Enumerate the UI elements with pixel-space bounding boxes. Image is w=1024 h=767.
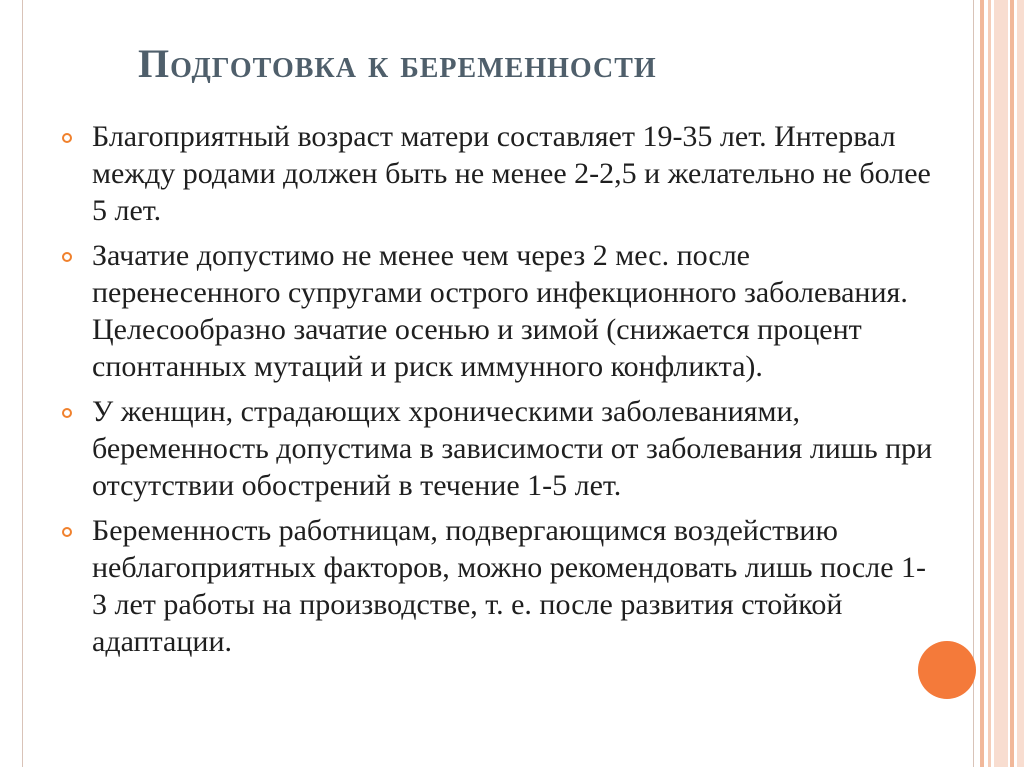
bullet-text: Благоприятный возраст матери составляет 19-35 лет. Интервал между родами должен быть не менее 2-2,5 и желательно не более 5 лет.: [92, 120, 931, 227]
decorative-stripe: [988, 0, 991, 767]
decorative-stripe: [994, 0, 1008, 767]
bullet-text: Зачатие допустимо не менее чем через 2 мес. после перенесенного супругами острого инфекционного заболевания. Целесообразно зачатие осенью и зимой (снижается процент спонтанных мутаций и риск иммунного конфликта).: [92, 239, 908, 383]
ring-bullet-icon: [62, 527, 72, 537]
bullet-text: У женщин, страдающих хроническими заболеваниями, беременность допустима в зависимости от заболевания лишь при отсутствии обострений в течение 1-5 лет.: [92, 395, 933, 502]
bullet-item: [60, 237, 940, 385]
decorative-stripe: [980, 0, 984, 767]
bullet-item: [60, 118, 940, 229]
decorative-stripe: [1017, 0, 1024, 767]
bullet-text: Беременность работницам, подвергающимся воздействию неблагоприятных факторов, можно рекомендовать лишь после 1-3 лет работы на производстве, т. е. после развития стойкой адаптации.: [92, 514, 927, 658]
ring-bullet-icon: [62, 252, 72, 262]
bullet-list: [60, 118, 940, 668]
decorative-stripe: [1010, 0, 1014, 767]
bullet-item: [60, 512, 940, 660]
ring-bullet-icon: [62, 133, 72, 143]
slide-title: Подготовка к беременности: [138, 41, 657, 86]
bullet-item: [60, 393, 940, 504]
orange-circle-decoration: [918, 641, 976, 699]
ring-bullet-icon: [62, 408, 72, 418]
